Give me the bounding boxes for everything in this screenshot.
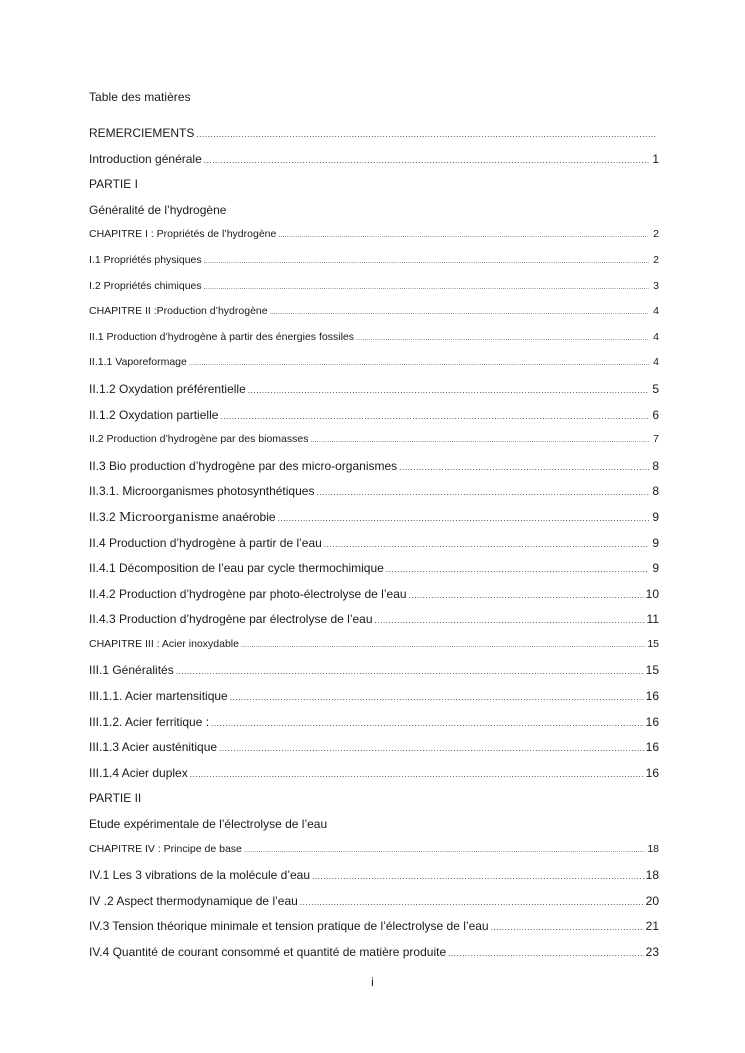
toc-entry-label: II.1 Production d’hydrogène à partir des énergies fossiles (89, 330, 354, 343)
toc-entry-label: II.4.2 Production d’hydrogène par photo-électrolyse de l’eau (89, 586, 407, 601)
toc-entry[interactable] (89, 919, 659, 945)
toc-section-heading (89, 817, 659, 843)
toc-entry-label: CHAPITRE IV : Principe de base (89, 842, 242, 855)
toc-section-heading (89, 203, 659, 229)
toc-dot-leader (189, 360, 649, 367)
toc-entry[interactable] (89, 894, 659, 920)
toc-entry[interactable] (89, 663, 659, 689)
toc-entry[interactable] (89, 280, 659, 306)
toc-entry-label-serif: Microorganisme (119, 509, 219, 524)
toc-entry[interactable] (89, 356, 659, 382)
toc-entry[interactable] (89, 587, 659, 613)
toc-dot-leader (211, 719, 644, 728)
toc-dot-leader (409, 591, 644, 600)
toc-entry-page: 6 (652, 407, 659, 422)
toc-entry[interactable] (89, 843, 659, 869)
toc-entry-label: CHAPITRE III : Acier inoxydable (89, 637, 239, 650)
toc-entry-page: 16 (645, 689, 659, 704)
toc-entry-page: 16 (645, 714, 659, 729)
toc-entry-page: 3 (653, 279, 659, 292)
toc-entry[interactable] (89, 228, 659, 254)
toc-dot-leader (204, 284, 649, 291)
page-number: i (371, 975, 374, 989)
toc-entry-page: 1 (652, 151, 659, 166)
toc-entry-label: III.1.3 Acier austénitique (89, 740, 218, 755)
toc-entry-label: I.2 Propriétés chimiques (89, 279, 202, 292)
toc-entry-page: 8 (652, 484, 659, 499)
toc-entry[interactable] (89, 126, 659, 152)
toc-entry-page: 8 (652, 458, 659, 473)
toc-entry[interactable] (89, 254, 659, 280)
toc-dot-leader (244, 847, 645, 854)
toc-entry-label: II.2 Production d’hydrogène par des biomasses (89, 433, 309, 446)
toc-entry-label: PARTIE II (89, 791, 142, 806)
toc-dot-leader (219, 744, 644, 753)
toc-entry-label: II.3.1. Microorganismes photosynthétiques (89, 484, 315, 499)
toc-entry-page: 23 (645, 945, 659, 959)
toc-dot-leader (316, 488, 649, 497)
toc-entry-page: 11 (646, 612, 659, 627)
toc-entry[interactable] (89, 331, 659, 357)
toc-entry-page: 18 (645, 868, 659, 883)
toc-entry-label: II.1.1 Vaporeformage (89, 356, 187, 369)
toc-entry-page: 21 (645, 919, 659, 934)
toc-dot-leader (270, 309, 649, 316)
toc-entry-number: II.3.2 (89, 509, 120, 524)
toc-section-heading (89, 177, 659, 203)
toc-entry[interactable] (89, 638, 659, 664)
toc-entry-page: 9 (652, 509, 659, 524)
toc-entry-label: IV .2 Aspect thermodynamique de l’eau (89, 893, 298, 908)
toc-entry[interactable] (89, 382, 659, 408)
toc-entry-label: IV.1 Les 3 vibrations de la molécule d’eau (89, 868, 311, 883)
toc-entry-page: 9 (652, 535, 659, 550)
toc-entry-label: Etude expérimentale de l’électrolyse de l’eau (89, 817, 328, 832)
toc-entry-label: II.3 Bio production d’hydrogène par des micro-organismes (89, 458, 398, 473)
toc-section-heading (89, 791, 659, 817)
table-of-contents (89, 126, 659, 971)
toc-dot-leader (230, 693, 644, 702)
toc-entry-label: Introduction générale (89, 151, 202, 166)
toc-entry[interactable] (89, 484, 659, 510)
toc-entry-label: II.4.3 Production d’hydrogène par électrolyse de l’eau (89, 612, 373, 627)
toc-dot-leader (399, 463, 649, 472)
toc-dot-leader (312, 872, 644, 881)
toc-entry[interactable] (89, 408, 659, 434)
toc-entry[interactable] (89, 945, 659, 971)
toc-dot-leader (386, 565, 649, 574)
toc-entry-page: 10 (645, 586, 659, 601)
toc-entry-page: 20 (645, 893, 659, 908)
toc-entry-page: 2 (653, 228, 659, 241)
toc-dot-leader (204, 156, 649, 165)
toc-dot-leader (278, 514, 649, 523)
toc-entry-label: II.4.1 Décomposition de l’eau par cycle thermochimique (89, 561, 384, 576)
toc-entry-page: 4 (653, 356, 659, 369)
toc-entry-page: 15 (647, 637, 659, 650)
toc-entry[interactable] (89, 715, 659, 741)
toc-dot-leader (248, 386, 649, 395)
toc-entry-label: II.1.2 Oxydation partielle (89, 407, 219, 422)
toc-entry-label: CHAPITRE II :Production d’hydrogène (89, 305, 268, 318)
toc-entry[interactable] (89, 868, 659, 894)
toc-entry-page: 7 (653, 433, 659, 446)
toc-entry-label: III.1.1. Acier martensitique (89, 689, 228, 704)
toc-dot-leader (310, 437, 649, 444)
toc-entry-label: III.1 Généralités (89, 663, 174, 678)
toc-dot-leader (176, 667, 644, 676)
toc-entry-page: 4 (653, 330, 659, 343)
toc-entry[interactable] (89, 740, 659, 766)
toc-entry[interactable] (89, 536, 659, 562)
toc-entry-label: II.1.2 Oxydation préférentielle (89, 381, 246, 396)
toc-dot-leader (241, 642, 645, 649)
toc-entry-label: II.4 Production d’hydrogène à partir de l’eau (89, 535, 322, 550)
toc-entry-label: IV.4 Quantité de courant consommé et quantité de matière produite (89, 945, 447, 959)
toc-entry-page: 15 (645, 663, 659, 678)
toc-entry-page: 9 (652, 561, 659, 576)
toc-dot-leader (196, 130, 657, 139)
toc-dot-leader (190, 770, 644, 779)
toc-entry-label (89, 510, 276, 524)
toc-entry-page: 16 (645, 765, 659, 780)
toc-entry[interactable] (89, 766, 659, 792)
toc-dot-leader (300, 898, 644, 907)
toc-entry-page: 5 (652, 381, 659, 396)
toc-entry-label: CHAPITRE I : Propriétés de l’hydrogène (89, 228, 277, 241)
toc-entry[interactable] (89, 510, 659, 536)
toc-dot-leader (278, 232, 649, 239)
toc-title: Table des matières (89, 90, 191, 104)
toc-dot-leader (204, 258, 649, 265)
toc-entry-label-rest: anaérobie (218, 509, 276, 524)
toc-entry-label: III.1.4 Acier duplex (89, 765, 188, 780)
toc-dot-leader (375, 616, 645, 625)
toc-entry[interactable] (89, 305, 659, 331)
toc-entry[interactable] (89, 459, 659, 485)
toc-entry-page: 16 (645, 740, 659, 755)
toc-entry[interactable] (89, 561, 659, 587)
toc-dot-leader (220, 412, 649, 421)
toc-entry[interactable] (89, 689, 659, 715)
toc-dot-leader (448, 949, 644, 958)
toc-entry-page: 2 (653, 253, 659, 266)
toc-entry-label: Généralité de l’hydrogène (89, 202, 227, 217)
toc-entry-label: I.1 Propriétés physiques (89, 253, 202, 266)
toc-dot-leader (491, 923, 644, 932)
toc-dot-leader (324, 540, 649, 549)
toc-entry[interactable] (89, 433, 659, 459)
toc-entry-label: REMERCIEMENTS (89, 126, 195, 140)
toc-entry-label: III.1.2. Acier ferritique : (89, 714, 210, 729)
toc-entry-label: IV.3 Tension théorique minimale et tension pratique de l’électrolyse de l’eau (89, 919, 489, 934)
toc-entry[interactable] (89, 152, 659, 178)
toc-entry-page: 4 (653, 305, 659, 318)
toc-entry-page: 18 (647, 842, 659, 855)
toc-entry[interactable] (89, 612, 659, 638)
toc-dot-leader (356, 335, 649, 342)
toc-entry-label: PARTIE I (89, 177, 138, 192)
